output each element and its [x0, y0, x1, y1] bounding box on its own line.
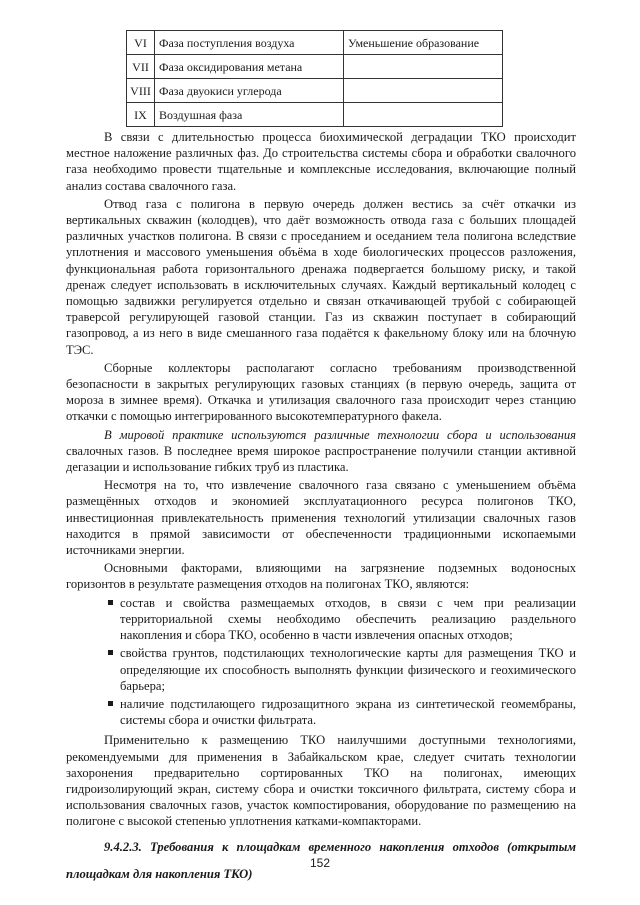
document-body — [66, 129, 576, 888]
table-row — [127, 31, 503, 55]
phase-description — [344, 103, 503, 127]
square-bullet-icon — [108, 600, 113, 605]
phase-description: Уменьшение образование — [344, 31, 503, 55]
subsection-heading: 9.4.2.3. Требования к площадкам временного накопления отходов (открытым площадкам для накопления ТКО) — [66, 839, 576, 881]
table-row — [127, 55, 503, 79]
paragraph: В связи с длительностью процесса биохимической деградации ТКО происходит местное наложение различных фаз. До строительства системы сбора и обработки свалочного газа необходимо провести тщательные и комплексные исследования, включающие полный анализ состава свалочного газа. — [66, 130, 576, 193]
italic-phrase: В мировой практике используются различные технологии сбора и использования — [104, 427, 576, 442]
list-item-text: наличие подстилающего гидрозащитного экрана из синтетической геомембраны, системы сбора и очистки фильтрата. — [120, 696, 576, 728]
list-item-text: состав и свойства размещаемых отходов, в связи с чем при реализации территориальной схемы необходимо обеспечить реализацию раздельного накопления и сбора ТКО, особенно в части извлечения опасных отходов; — [120, 595, 576, 643]
phases-table — [126, 30, 503, 127]
table-row — [127, 103, 503, 127]
phase-number: IX — [127, 103, 155, 127]
paragraph: Отвод газа с полигона в первую очередь должен вестись за счёт откачки из вертикальных скважин (колодцев), что даёт возможность отвода газа с больших площадей различных участков полигона. В связи с проседанием и оседанием тела полигона вследствие уплотнения и массового уменьшения объёма в ходе биологических процессов разложения, функциональная работа горизонтального дренажа подвергается большому риску, и такой дренаж следует использовать в исключительных случаях. Каждый вертикальный колодец с помощью задвижки регулируется отдельно и связан откачивающей трубой с собирающей траверсой регулирующей газовой станции. Газ из скважин поступает в собирающий газопровод, а из него в виде смешанного газа подаётся к факельному блоку или на блочную ТЭС. — [66, 196, 576, 357]
phase-number: VII — [127, 55, 155, 79]
paragraph: Несмотря на то, что извлечение свалочного газа связано с уменьшением объёма размещённых отходов и экономией эксплуатационного ресурса полигонов ТКО, инвестиционная привлекательность применения технологий утилизации свалочных газов находится в прямой зависимости от обеспеченности традиционными ископаемыми источниками энергии. — [66, 478, 576, 558]
list-item — [66, 645, 576, 694]
square-bullet-icon — [108, 701, 113, 706]
phase-name: Воздушная фаза — [155, 103, 344, 127]
phase-name: Фаза двуокиси углерода — [155, 79, 344, 103]
phase-name: Фаза поступления воздуха — [155, 31, 344, 55]
phase-description — [344, 79, 503, 103]
phase-number: VIII — [127, 79, 155, 103]
paragraph — [66, 427, 576, 476]
phase-description — [344, 55, 503, 79]
phase-number: VI — [127, 31, 155, 55]
list-item — [66, 696, 576, 728]
paragraph: Основными факторами, влияющими на загрязнение подземных водоносных горизонтов в результате размещения отходов на полигонах ТКО, являются: — [66, 561, 576, 592]
square-bullet-icon — [108, 650, 113, 655]
list-item-text: свойства грунтов, подстилающих технологические карты для размещения ТКО и определяющие их способность выполнять функции физического и геохимического барьера; — [120, 646, 576, 693]
list-item — [66, 595, 576, 644]
table-row — [127, 79, 503, 103]
paragraph: Сборные коллекторы располагают согласно требованиям производственной безопасности в закрытых регулирующих газовых станциях (в первую очередь, защита от мороза в зимнее время). Откачка и утилизация свалочного газа происходит через станцию откачки с помощью интегрированного высокотемпературного факела. — [66, 360, 576, 424]
page-number: 152 — [309, 856, 331, 870]
phase-name: Фаза оксидирования метана — [155, 55, 344, 79]
factor-list — [66, 595, 576, 729]
paragraph: Применительно к размещению ТКО наилучшими доступными технологиями, рекомендуемыми для применения в Забайкальском крае, следует считать технологии захоронения предварительно сортированных ТКО на полигонах, имеющих гидроизолирующий экран, систему сбора и очистки токсичного фильтрата, систему сбора и использования свалочных газов, участок компостирования, оборудование по размещению на полигоне с высокой степенью уплотнения катками-компакторами. — [66, 733, 576, 829]
paragraph-text: свалочных газов. В последнее время широкое распространение получили станции активной дегазации и использование гибких труб из пластика. — [66, 443, 576, 475]
